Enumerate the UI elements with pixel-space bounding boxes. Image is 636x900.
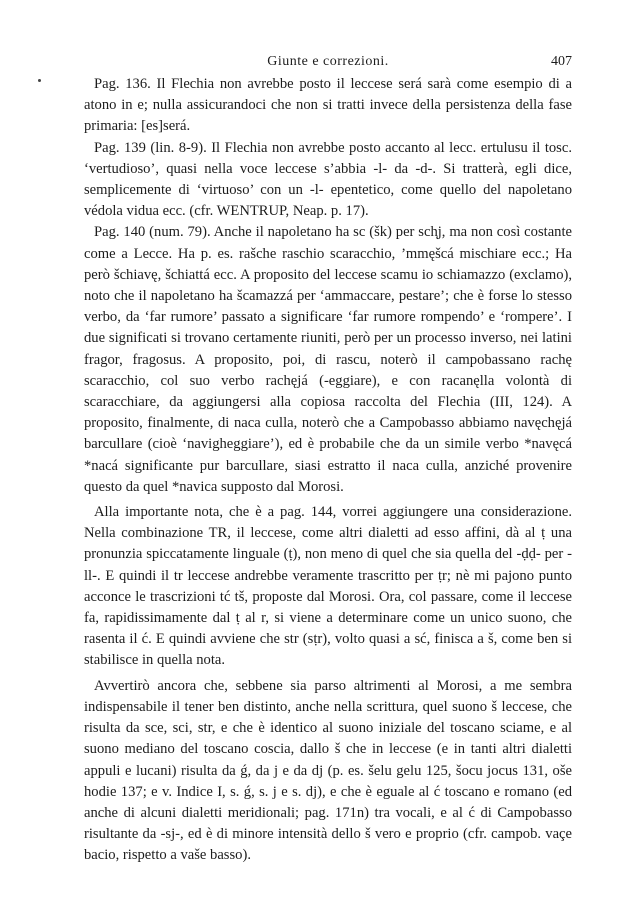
page-blemish [38,79,41,82]
page-header [84,54,572,76]
paragraph-pag-140: Pag. 140 (num. 79). Anche il napoletano ha sc (šk) per sch̨j, ma non così costante come a Lecce. Ha p. es. rašche raschio scaracchio, ’mmęšcá mischiare ecc.; Ha però šchiavę, šchiattá ecc. A proposito del leccese scamu io schiamazzo (exclamo), noto che il napoletano ha šcamazzá per ‘ammaccare, pestare’; che è forse lo stesso verbo, da ‘far rumore’ passato a significare ‘far rumore rompendo’ e ‘rompere’. I due significati si trovano certamente riuniti, però per un processo inverso, nei latini fragor, fragosus. A proposito, poi, di rascu, noterò il campobassano rachę scaracchio, col suo verbo rachęjá (-eggiare), e con racanęlla volontà di scaracchiare, da aggiungersi alla copiosa raccolta del Flechia (III, 124). A proposito, finalmente, di naca culla, noterò che a Campobasso abbiamo navęchęjá barcullare (cioè ‘navigheggiare’), ed è probabile che da un simile verbo *navęcá *nacá significante pur barcullare, siasi estratto il naca culla, anziché provenire questo da quel *navica supposto dal Morosi. [84,224,572,495]
running-title: Giunte e correzioni. [267,54,389,69]
page-body [84,74,572,867]
paragraph-nota-144: Alla importante nota, che è a pag. 144, vorrei aggiungere una considerazione. Nella combinazione TR, il leccese, come altri dialetti ad esso affini, dà al ṭ una pronunzia spiccatamente linguale (ṭ), non meno di quel che sia quella del -ḍḍ- per -ll-. E quindi il tr leccese andrebbe veramente trascritto per ṭr; nè mi pajono punto acconce le trascrizioni tć tš, proposte dal Morosi. Ora, col passare, come il leccese fa, rapidissimamente dal ṭ al r, si viene a determinare come un unico suono, che rasenta il ć. E quindi avviene che str (sṭr), volto quasi a sć, finisca a š, come ben si stabilisce in quella nota. [84,504,572,669]
paragraph-pag-136: Pag. 136. Il Flechia non avrebbe posto il leccese será sarà come esempio di a atono in e; nulla assicurandoci che non si tratti invece della persistenza della fase primaria: [es]será. [84,76,572,135]
page-number: 407 [551,54,572,69]
paragraph-pag-139: Pag. 139 (lin. 8-9). Il Flechia non avrebbe posto accanto al lecc. ertulusu il tosc. ‘vertudioso’, quasi nella voce leccese s’abbia -l- da -d-. Si tratterà, egli dice, semplicemente di ‘virtuoso’ con un -l- epentetico, come quello del napoletano védola vidua ecc. (cfr. WENTRUP, Neap. p. 17). [84,139,572,220]
paragraph-avvertiro: Avvertirò ancora che, sebbene sia parso altrimenti al Morosi, a me sembra indispensabile il tener ben distinto, anche nella scrittura, quel suono š leccese, che risulta da sce, sci, str, e che è identico al suono iniziale del toscano sciame, e al suono mediano del toscano coscia, dallo š che in leccese (e in tanti altri dialetti appuli e lucani) risulta da ǵ, da j e da dj (p. es. šelu gelu 125, šocu jocus 131, oše hodie 137; e v. Indice I, s. ǵ, s. j e s. dj), e che è eguale al ć toscano e romano (ed anche di alcuni dialetti meridionali; pag. 171n) tra vocali, e al ć di Campobasso risultante da -sj-, ed è di minore intensità dello š vero e proprio (cfr. campob. vaçe bacio, rispetto a vaše basso). [84,677,572,864]
